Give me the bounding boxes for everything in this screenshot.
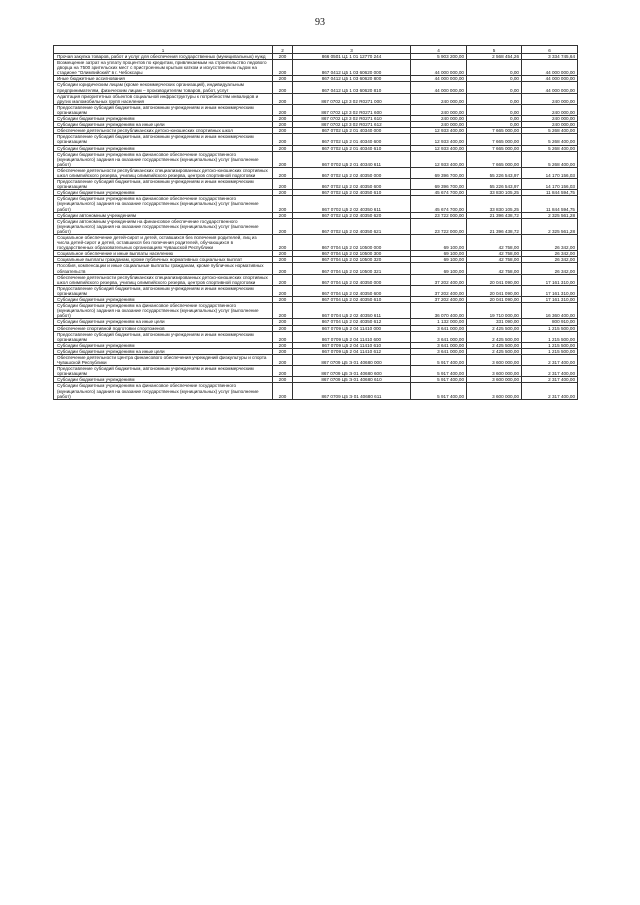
row-name-cell: Субсидии бюджетным учреждениям [54,297,273,303]
row-remaining-amount-cell: 5 268 400,00 [522,128,578,134]
row-line-code-cell: 200 [273,257,293,263]
row-approved-amount-cell: 3 641 000,00 [411,348,467,354]
row-executed-amount-cell: 2 425 500,00 [467,325,522,331]
row-approved-amount-cell: 45 674 700,00 [411,190,467,196]
table-row [54,167,578,178]
row-executed-amount-cell: 42 758,00 [467,263,522,274]
row-executed-amount-cell: 3 600 000,00 [467,354,522,365]
table-row [54,285,578,296]
row-name-cell: Предоставление субсидий бюджетным, автономным учреждениям и иным некоммерческим организациям [54,331,273,342]
row-line-code-cell: 200 [273,297,293,303]
row-executed-amount-cell: 7 665 000,00 [467,134,522,145]
row-approved-amount-cell: 5 903 200,00 [411,54,467,60]
row-approved-amount-cell: 12 933 400,00 [411,145,467,151]
row-remaining-amount-cell: 2 317 400,00 [522,377,578,383]
table-row [54,93,578,104]
row-approved-amount-cell: 5 917 400,00 [411,383,467,399]
row-name-cell: Обеспечение деятельности республиканских специализированных детско-юношеских спортивных школ олимпийского резерва, училищ олимпийского резерва, центров спортивной подготовки [54,167,273,178]
row-approved-amount-cell: 1 132 000,00 [411,319,467,325]
row-line-code-cell: 200 [273,82,293,93]
row-approved-amount-cell: 44 000 000,00 [411,60,467,76]
row-classification-code-cell: 867 0702 Ц3 3 02 R0271 000 [293,93,411,104]
row-classification-code-cell: 867 0702 Ц5 2 02 40350 620 [293,212,411,218]
row-classification-code-cell: 867 0702 Ц3 3 02 R0271 612 [293,122,411,128]
row-remaining-amount-cell: 800 910,00 [522,319,578,325]
row-line-code-cell: 200 [273,325,293,331]
row-name-cell: Субсидии бюджетным учреждениям [54,342,273,348]
row-remaining-amount-cell: 44 000 000,00 [522,76,578,82]
row-classification-code-cell: 867 0709 Ц5 2 04 11410 600 [293,331,411,342]
row-classification-code-cell: 867 0709 Ц5 Э 01 40680 600 [293,366,411,377]
row-classification-code-cell: 867 0709 Ц5 Э 01 40680 610 [293,377,411,383]
row-line-code-cell: 200 [273,285,293,296]
row-name-cell: Социальные выплаты гражданам, кроме публичных нормативных социальных выплат [54,257,273,263]
row-executed-amount-cell: 33 830 105,25 [467,190,522,196]
row-line-code-cell: 200 [273,263,293,274]
row-classification-code-cell: 867 0702 Ц5 2 02 40350 000 [293,167,411,178]
row-name-cell: Субсидии бюджетным учреждениям [54,190,273,196]
row-executed-amount-cell: 0,00 [467,82,522,93]
table-row [54,303,578,319]
row-approved-amount-cell: 45 674 700,00 [411,196,467,212]
row-remaining-amount-cell: 1 215 500,00 [522,325,578,331]
row-executed-amount-cell: 0,00 [467,93,522,104]
row-remaining-amount-cell: 26 342,00 [522,257,578,263]
row-executed-amount-cell: 2 568 454,26 [467,54,522,60]
row-remaining-amount-cell: 1 215 500,00 [522,348,578,354]
table-body [54,54,578,400]
row-remaining-amount-cell: 1 215 500,00 [522,342,578,348]
row-name-cell: Субсидии бюджетным учреждениям [54,116,273,122]
row-line-code-cell: 200 [273,122,293,128]
row-name-cell: Субсидии бюджетным учреждениям на финансовое обеспечение государственного (муниципального) задания на оказание государственных (муниципальных) услуг (выполнение работ) [54,303,273,319]
table-row [54,366,578,377]
row-executed-amount-cell: 55 226 543,97 [467,167,522,178]
row-approved-amount-cell: 69 396 700,00 [411,167,467,178]
row-classification-code-cell: 867 0704 Ц5 2 02 40350 600 [293,285,411,296]
row-executed-amount-cell: 42 758,00 [467,257,522,263]
table-row [54,274,578,285]
row-approved-amount-cell: 240 000,00 [411,116,467,122]
row-name-cell: Обеспечение деятельности республиканских специализированных детско-юношеских спортивных школ олимпийского резерва, училищ олимпийского резерва, центров спортивной подготовки [54,274,273,285]
table-row [54,60,578,76]
row-approved-amount-cell: 3 641 000,00 [411,331,467,342]
table-row [54,104,578,115]
row-classification-code-cell: 867 0709 Ц5 2 04 11410 612 [293,348,411,354]
row-classification-code-cell: 867 0704 Ц5 2 02 40350 610 [293,297,411,303]
row-name-cell: Субсидии бюджетным учреждениям на финансовое обеспечение государственного (муниципального) задания на оказание государственных (муниципальных) услуг (выполнение работ) [54,196,273,212]
row-name-cell: Предоставление субсидий бюджетным, автономным учреждениям и иным некоммерческим организациям [54,285,273,296]
row-remaining-amount-cell: 17 161 310,00 [522,285,578,296]
table-row [54,82,578,93]
row-approved-amount-cell: 44 000 000,00 [411,76,467,82]
row-line-code-cell: 200 [273,190,293,196]
row-remaining-amount-cell: 44 000 000,00 [522,82,578,93]
row-executed-amount-cell: 42 758,00 [467,235,522,251]
row-line-code-cell: 200 [273,218,293,234]
row-classification-code-cell: 867 0702 Ц5 2 01 40340 600 [293,134,411,145]
row-name-cell: Социальное обеспечение детей-сирот и детей, оставшихся без попечения родителей, лиц из числа детей-сирот и детей, оставшихся без попечения родителей, обучающихся в государственных образовательных организациях Чувашской Республики [54,235,273,251]
row-executed-amount-cell: 2 425 500,00 [467,342,522,348]
row-executed-amount-cell: 33 830 105,25 [467,196,522,212]
row-executed-amount-cell: 2 425 500,00 [467,331,522,342]
table-row [54,235,578,251]
row-name-cell: Обеспечение деятельности Центра финансового обеспечения учреждений физкультуры и спорта Чувашской Республики [54,354,273,365]
row-approved-amount-cell: 12 933 400,00 [411,128,467,134]
row-name-cell: Адаптация приоритетных объектов социальной инфраструктуры к потребностям инвалидов и других маломобильных групп населения [54,93,273,104]
row-name-cell: Пособия, компенсации и иные социальные выплаты гражданам, кроме публичных нормативных обязательств [54,263,273,274]
row-remaining-amount-cell: 11 844 594,75 [522,196,578,212]
row-executed-amount-cell: 7 665 000,00 [467,145,522,151]
row-classification-code-cell: 867 0709 Ц5 Э 01 40680 611 [293,383,411,399]
row-line-code-cell: 200 [273,348,293,354]
table-row [54,134,578,145]
row-executed-amount-cell: 331 090,00 [467,319,522,325]
row-classification-code-cell: 867 0702 Ц5 2 01 40340 610 [293,145,411,151]
row-remaining-amount-cell: 1 215 500,00 [522,331,578,342]
row-approved-amount-cell: 5 917 400,00 [411,377,467,383]
row-approved-amount-cell: 69 100,00 [411,257,467,263]
row-line-code-cell: 200 [273,383,293,399]
row-line-code-cell: 200 [273,366,293,377]
row-classification-code-cell: 867 0704 Ц5 2 02 40350 000 [293,274,411,285]
row-remaining-amount-cell: 14 170 156,03 [522,179,578,190]
row-executed-amount-cell: 20 041 090,00 [467,285,522,296]
row-executed-amount-cell: 0,00 [467,116,522,122]
row-classification-code-cell: 867 0704 Ц5 2 02 10500 320 [293,257,411,263]
row-name-cell: Возмещение затрат на уплату процентов по кредитам, привлекаемым на строительство ледового дворца на 7500 зрительских мест с пристроенным крытым катком и искусственным льдом на стадионе "Олимпийский" в г. Чебоксары [54,60,273,76]
row-executed-amount-cell: 7 665 000,00 [467,151,522,167]
row-classification-code-cell: 867 0702 Ц5 2 02 40350 610 [293,190,411,196]
row-remaining-amount-cell: 240 000,00 [522,116,578,122]
row-approved-amount-cell: 37 202 400,00 [411,297,467,303]
row-name-cell: Субсидии бюджетным учреждениям [54,145,273,151]
row-name-cell: Субсидии бюджетным учреждениям на финансовое обеспечение государственного (муниципального) задания на оказание государственных (муниципальных) услуг (выполнение работ) [54,383,273,399]
row-line-code-cell: 200 [273,179,293,190]
table-row [54,179,578,190]
row-remaining-amount-cell: 240 000,00 [522,122,578,128]
header-cell: 6 [522,46,578,54]
row-executed-amount-cell: 55 226 543,97 [467,179,522,190]
row-remaining-amount-cell: 240 000,00 [522,104,578,115]
row-approved-amount-cell: 23 722 000,00 [411,212,467,218]
row-line-code-cell: 200 [273,377,293,383]
row-remaining-amount-cell: 14 170 156,03 [522,167,578,178]
row-remaining-amount-cell: 2 317 400,00 [522,366,578,377]
row-name-cell: Субсидии бюджетным учреждениям на иные цели [54,122,273,128]
row-executed-amount-cell: 0,00 [467,122,522,128]
row-approved-amount-cell: 3 641 000,00 [411,325,467,331]
row-classification-code-cell: 867 0709 Ц5 2 04 11410 610 [293,342,411,348]
row-classification-code-cell: 867 0412 Ц5 1 03 60620 810 [293,82,411,93]
row-executed-amount-cell: 42 758,00 [467,251,522,257]
row-approved-amount-cell: 240 000,00 [411,93,467,104]
header-cell: 3 [293,46,411,54]
row-approved-amount-cell: 37 202 400,00 [411,274,467,285]
row-approved-amount-cell: 69 396 700,00 [411,179,467,190]
row-classification-code-cell: 867 0702 Ц3 3 02 R0271 600 [293,104,411,115]
row-remaining-amount-cell: 26 342,00 [522,235,578,251]
row-line-code-cell: 200 [273,235,293,251]
row-approved-amount-cell: 37 202 400,00 [411,285,467,296]
row-line-code-cell: 200 [273,60,293,76]
row-name-cell: Социальное обеспечение и иные выплаты населению [54,251,273,257]
row-remaining-amount-cell: 3 334 745,64 [522,54,578,60]
row-line-code-cell: 200 [273,145,293,151]
row-line-code-cell: 200 [273,354,293,365]
row-line-code-cell: 200 [273,128,293,134]
row-name-cell: Субсидии бюджетным учреждениям [54,377,273,383]
row-classification-code-cell: 866 0501 Ц1 1 01 12770 244 [293,54,411,60]
row-executed-amount-cell: 21 396 438,72 [467,212,522,218]
header-cell: 2 [273,46,293,54]
row-name-cell: Предоставление субсидий бюджетным, автономным учреждениям и иным некоммерческим организациям [54,104,273,115]
row-classification-code-cell: 867 0412 Ц5 1 03 60620 000 [293,60,411,76]
row-classification-code-cell: 867 0702 Ц5 2 01 40340 611 [293,151,411,167]
row-approved-amount-cell: 5 917 400,00 [411,354,467,365]
row-line-code-cell: 200 [273,342,293,348]
row-executed-amount-cell: 0,00 [467,76,522,82]
row-executed-amount-cell: 3 600 000,00 [467,383,522,399]
row-classification-code-cell: 867 0412 Ц5 1 03 60620 800 [293,76,411,82]
row-classification-code-cell: 867 0709 Ц5 2 04 11410 000 [293,325,411,331]
table-row [54,331,578,342]
row-classification-code-cell: 867 0702 Ц5 2 02 40350 611 [293,196,411,212]
row-name-cell: Субсидии бюджетным учреждениям на финансовое обеспечение государственного (муниципального) задания на оказание государственных (муниципальных) услуг (выполнение работ) [54,151,273,167]
row-executed-amount-cell: 3 600 000,00 [467,377,522,383]
row-classification-code-cell: 867 0704 Ц5 2 02 10500 000 [293,235,411,251]
row-remaining-amount-cell: 5 268 400,00 [522,151,578,167]
row-executed-amount-cell: 0,00 [467,104,522,115]
row-line-code-cell: 200 [273,319,293,325]
row-line-code-cell: 200 [273,76,293,82]
row-executed-amount-cell: 19 710 000,00 [467,303,522,319]
table-row [54,383,578,399]
header-cell: 1 [54,46,273,54]
row-classification-code-cell: 867 0702 Ц5 2 01 40340 000 [293,128,411,134]
row-remaining-amount-cell: 2 317 400,00 [522,383,578,399]
row-line-code-cell: 200 [273,251,293,257]
row-approved-amount-cell: 12 933 400,00 [411,134,467,145]
row-executed-amount-cell: 0,00 [467,60,522,76]
row-remaining-amount-cell: 16 360 400,00 [522,303,578,319]
row-classification-code-cell: 867 0702 Ц3 3 02 R0271 610 [293,116,411,122]
row-remaining-amount-cell: 240 000,00 [522,93,578,104]
row-remaining-amount-cell: 5 268 400,00 [522,145,578,151]
row-name-cell: Обеспечение деятельности республиканских детско-юношеских спортивных школ [54,128,273,134]
row-line-code-cell: 200 [273,93,293,104]
row-line-code-cell: 200 [273,212,293,218]
row-approved-amount-cell: 3 641 000,00 [411,342,467,348]
row-approved-amount-cell: 36 070 400,00 [411,303,467,319]
row-name-cell: Предоставление субсидий бюджетным, автономным учреждениям и иным некоммерческим организациям [54,179,273,190]
row-approved-amount-cell: 69 100,00 [411,235,467,251]
row-line-code-cell: 200 [273,116,293,122]
table-header-row [54,46,578,54]
row-name-cell: Субсидии автономным учреждениям [54,212,273,218]
row-remaining-amount-cell: 11 844 594,75 [522,190,578,196]
row-name-cell: Иные бюджетные ассигнования [54,76,273,82]
row-classification-code-cell: 867 0709 Ц5 Э 01 40680 000 [293,354,411,365]
row-approved-amount-cell: 240 000,00 [411,122,467,128]
row-approved-amount-cell: 240 000,00 [411,104,467,115]
row-name-cell: Предоставление субсидий бюджетным, автономным учреждениям и иным некоммерческим организациям [54,134,273,145]
table-row [54,196,578,212]
row-line-code-cell: 200 [273,104,293,115]
row-executed-amount-cell: 7 665 000,00 [467,128,522,134]
table-row [54,263,578,274]
row-approved-amount-cell: 69 100,00 [411,263,467,274]
header-cell: 5 [467,46,522,54]
table-row [54,151,578,167]
row-line-code-cell: 200 [273,151,293,167]
row-executed-amount-cell: 2 425 500,00 [467,348,522,354]
row-line-code-cell: 200 [273,303,293,319]
table-row [54,354,578,365]
row-executed-amount-cell: 21 396 438,72 [467,218,522,234]
row-remaining-amount-cell: 5 268 400,00 [522,134,578,145]
row-classification-code-cell: 867 0704 Ц5 2 02 10500 321 [293,263,411,274]
row-name-cell: Обеспечение спортивной подготовки спортсменов [54,325,273,331]
row-remaining-amount-cell: 17 161 310,00 [522,274,578,285]
row-remaining-amount-cell: 2 317 400,00 [522,354,578,365]
row-remaining-amount-cell: 26 342,00 [522,251,578,257]
row-remaining-amount-cell: 2 325 561,28 [522,218,578,234]
row-line-code-cell: 200 [273,331,293,342]
row-remaining-amount-cell: 17 161 310,00 [522,297,578,303]
row-line-code-cell: 200 [273,274,293,285]
row-classification-code-cell: 867 0704 Ц5 2 02 10500 300 [293,251,411,257]
row-approved-amount-cell: 23 722 000,00 [411,218,467,234]
header-cell: 4 [411,46,467,54]
row-remaining-amount-cell: 26 342,00 [522,263,578,274]
table-row [54,218,578,234]
row-classification-code-cell: 867 0704 Ц5 2 02 40350 612 [293,319,411,325]
row-executed-amount-cell: 20 041 090,00 [467,297,522,303]
row-name-cell: Субсидии юридическим лицам (кроме некоммерческих организаций), индивидуальным предпринимателям, физическим лицам – производителям товаров, работ, услуг [54,82,273,93]
row-classification-code-cell: 867 0702 Ц5 2 02 40350 600 [293,179,411,190]
budget-table [53,45,578,400]
row-classification-code-cell: 867 0704 Ц5 2 02 40350 611 [293,303,411,319]
row-remaining-amount-cell: 2 325 561,28 [522,212,578,218]
row-approved-amount-cell: 5 917 400,00 [411,366,467,377]
row-line-code-cell: 200 [273,54,293,60]
row-classification-code-cell: 867 0702 Ц5 2 02 40350 621 [293,218,411,234]
row-approved-amount-cell: 44 000 000,00 [411,82,467,93]
row-line-code-cell: 200 [273,134,293,145]
page-number: 93 [315,17,325,28]
row-approved-amount-cell: 12 933 400,00 [411,151,467,167]
row-name-cell: Субсидии бюджетным учреждениям на иные цели [54,348,273,354]
row-remaining-amount-cell: 44 000 000,00 [522,60,578,76]
row-line-code-cell: 200 [273,196,293,212]
row-line-code-cell: 200 [273,167,293,178]
row-name-cell: Прочая закупка товаров, работ и услуг для обеспечения государственных (муниципальных) нужд [54,54,273,60]
row-name-cell: Субсидии автономным учреждениям на финансовое обеспечение государственного (муниципального) задания на оказание государственных (муниципальных) услуг (выполнение работ) [54,218,273,234]
row-name-cell: Субсидии бюджетным учреждениям на иные цели [54,319,273,325]
row-approved-amount-cell: 69 100,00 [411,251,467,257]
row-executed-amount-cell: 3 600 000,00 [467,366,522,377]
row-name-cell: Предоставление субсидий бюджетным, автономным учреждениям и иным некоммерческим организациям [54,366,273,377]
row-executed-amount-cell: 20 041 090,00 [467,274,522,285]
